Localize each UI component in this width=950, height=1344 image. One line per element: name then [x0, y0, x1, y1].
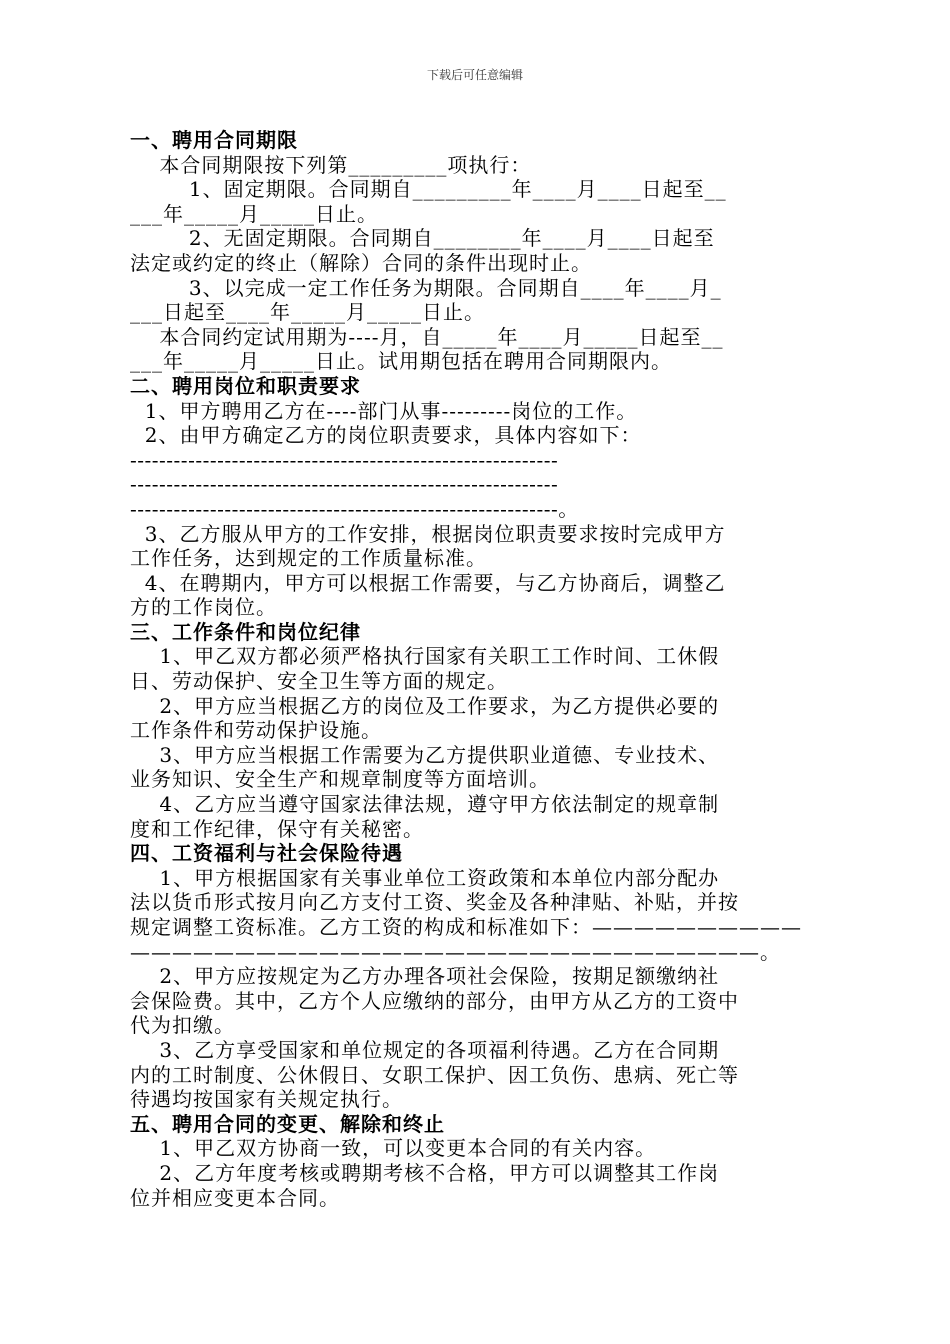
text-line: 待遇均按国家有关规定执行。 [130, 1087, 403, 1112]
text-line: 工作条件和劳动保护设施。 [130, 718, 382, 743]
page-header: 下载后可任意编辑 [426, 68, 523, 82]
text-line: 1、甲方聘用乙方在----部门从事---------岗位的工作。 [130, 398, 638, 423]
section-heading: 一、聘用合同期限 [130, 128, 298, 152]
text-line: 4、乙方应当遵守国家法律法规，遵守甲方依法制定的规章制 [130, 792, 720, 817]
text-line: 代为扣缴。 [130, 1013, 235, 1038]
text-line: 工作任务，达到规定的工作质量标准。 [130, 546, 487, 571]
text-line: -----------------------------------------------------------。 [130, 496, 579, 521]
text-line: 本合同期限按下列第_________项执行： [130, 152, 532, 177]
text-line: 2、由甲方确定乙方的岗位职责要求，具体内容如下： [130, 423, 642, 448]
text-line: 本合同约定试用期为----月，自_____年____月_____日起至__ [130, 324, 724, 349]
text-line: 日、劳动保护、安全卫生等方面的规定。 [130, 669, 508, 694]
section-heading: 五、聘用合同的变更、解除和终止 [130, 1111, 445, 1136]
text-line: 法定或约定的终止（解除）合同的条件出现时止。 [130, 250, 592, 275]
document-body [130, 128, 824, 1210]
text-line: 度和工作纪律，保守有关秘密。 [130, 816, 424, 841]
text-line: 内的工时制度、公休假日、女职工保护、因工负伤、患病、死亡等 [130, 1062, 739, 1087]
text-line: 1、甲乙双方协商一致，可以变更本合同的有关内容。 [130, 1136, 657, 1161]
text-line: ——————————————————————————————。 [130, 939, 781, 964]
text-line: 位并相应变更本合同。 [130, 1185, 340, 1210]
text-line: 法以货币形式按月向乙方支付工资、奖金及各种津贴、补贴，并按 [130, 890, 739, 915]
text-line: 2、甲方应按规定为乙方办理各项社会保险，按期足额缴纳社 [130, 964, 720, 989]
text-line: 规定调整工资标准。乙方工资的构成和标准如下：—————————— [130, 915, 802, 939]
text-line: 2、无固定期限。合同期自________年____月____日起至 [130, 226, 715, 251]
text-line: 2、甲方应当根据乙方的岗位及工作要求，为乙方提供必要的 [130, 693, 720, 718]
text-line: 3、乙方享受国家和单位规定的各项福利待遇。乙方在合同期 [130, 1037, 720, 1062]
text-line: 2、乙方年度考核或聘期考核不合格，甲方可以调整其工作岗 [130, 1160, 720, 1185]
text-line: ___年_____月_____日止。试用期包括在聘用合同期限内。 [130, 349, 672, 374]
text-line: 3、甲方应当根据工作需要为乙方提供职业道德、专业技术、 [130, 742, 720, 767]
text-line: 1、甲乙双方都必须严格执行国家有关职工工作时间、工休假 [130, 644, 720, 669]
text-line: 1、固定期限。合同期自_________年____月____日起至__ [130, 177, 727, 202]
section-heading: 三、工作条件和岗位纪律 [130, 619, 361, 644]
section-heading: 四、工资福利与社会保险待遇 [130, 841, 403, 866]
text-line: 4、在聘期内，甲方可以根据工作需要，与乙方协商后，调整乙 [130, 570, 726, 595]
text-line: 3、乙方服从甲方的工作安排，根据岗位职责要求按时完成甲方 [130, 521, 726, 546]
text-line: 业务知识、安全生产和规章制度等方面培训。 [130, 767, 550, 792]
text-line: 会保险费。其中，乙方个人应缴纳的部分，由甲方从乙方的工资中 [130, 988, 739, 1013]
text-line: ___日起至____年_____月_____日止。 [130, 300, 485, 325]
section-heading: 二、聘用岗位和职责要求 [130, 373, 361, 398]
text-line: 3、以完成一定工作任务为期限。合同期自____年____月_ [130, 275, 722, 300]
text-line: 方的工作岗位。 [130, 595, 277, 620]
text-line: ----------------------------------------------------------- [130, 472, 559, 497]
text-line: 1、甲方根据国家有关事业单位工资政策和本单位内部分配办 [130, 865, 720, 890]
text-line: ----------------------------------------------------------- [130, 447, 559, 472]
text-line: ___年_____月_____日止。 [130, 201, 378, 226]
